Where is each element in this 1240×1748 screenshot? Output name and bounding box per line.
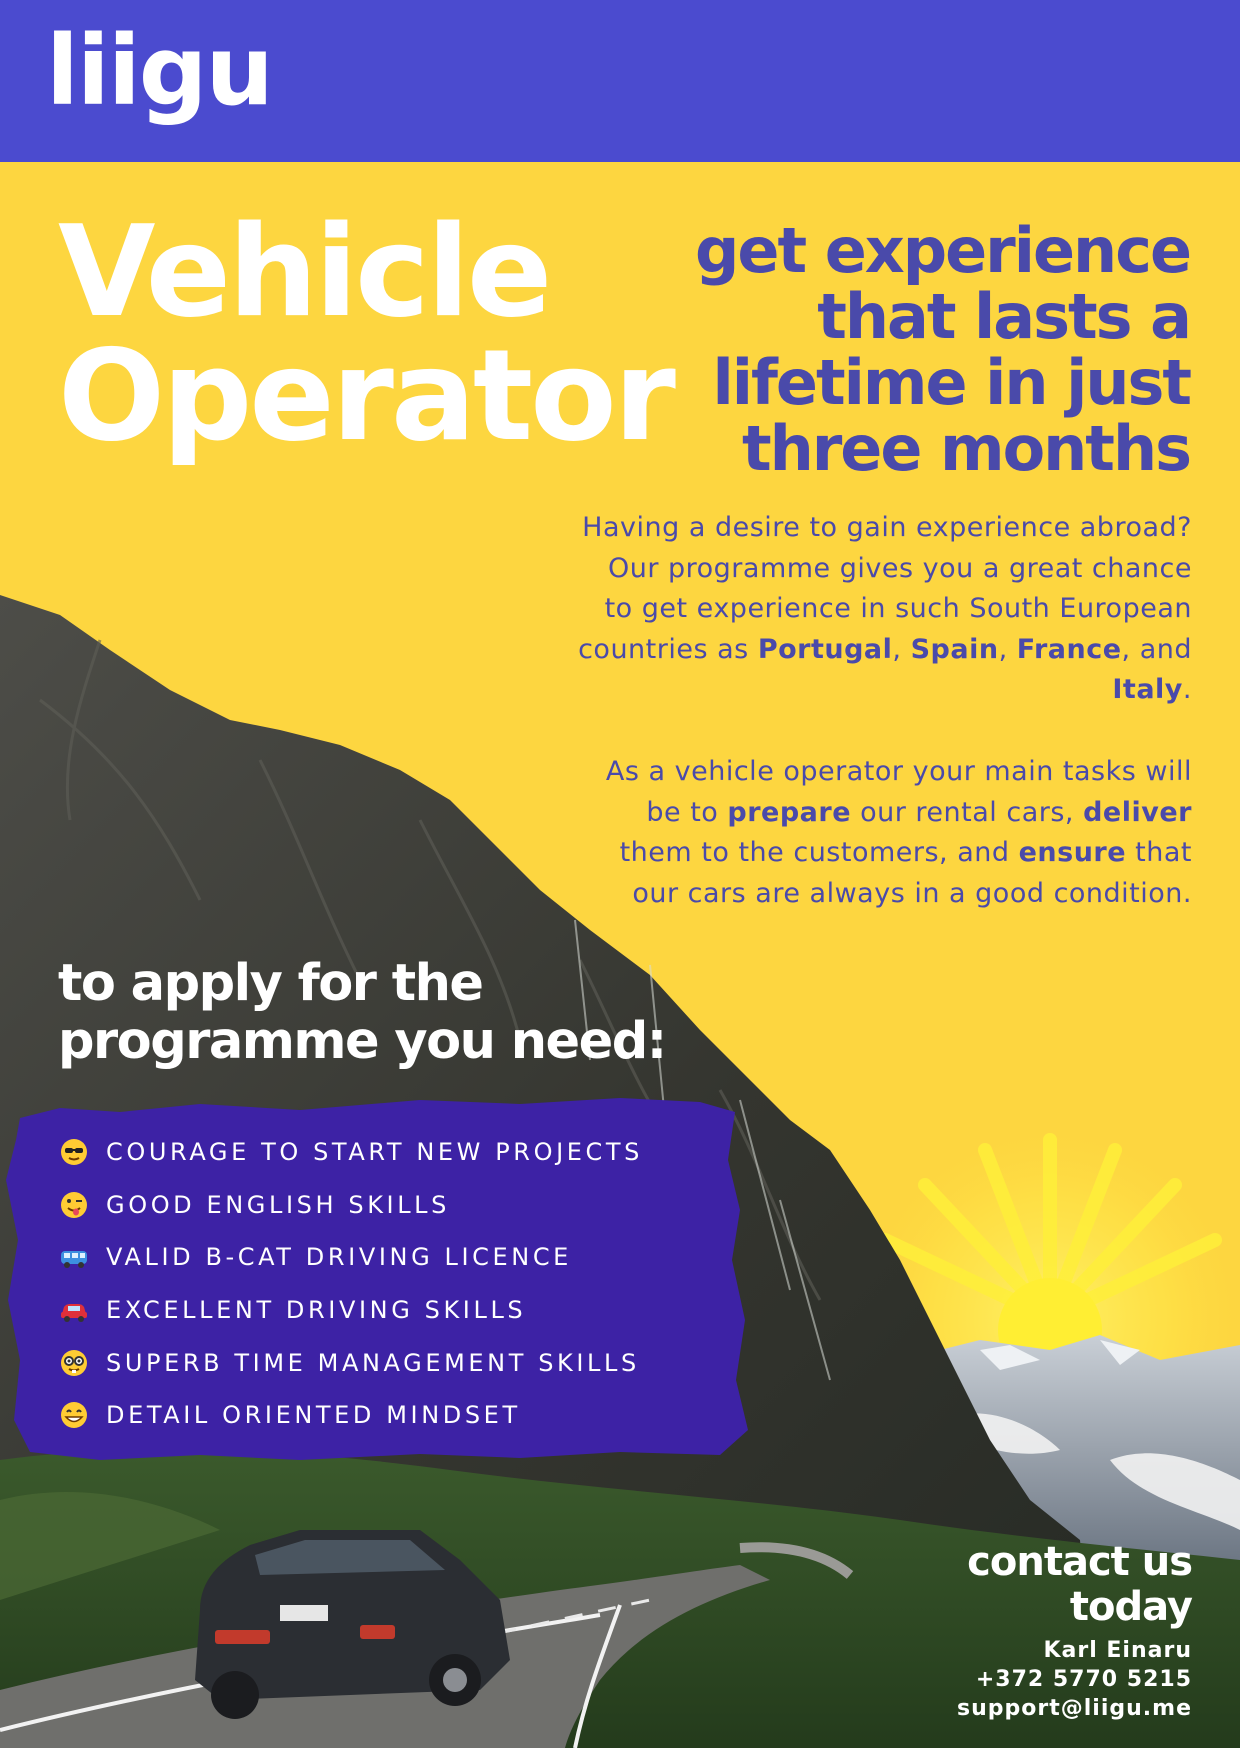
tagline-line-1: get experience	[695, 214, 1190, 287]
contact-phone[interactable]: +372 5770 5215	[975, 1667, 1192, 1692]
country-italy: Italy	[1112, 674, 1183, 705]
minibus-icon	[58, 1241, 90, 1273]
tagline-line-2: that lasts a	[817, 280, 1190, 353]
title-line-1: Vehicle	[58, 198, 550, 345]
list-item: EXCELLENT DRIVING SKILLS	[58, 1284, 643, 1337]
requirements-list	[58, 1126, 643, 1442]
grinning-face-icon	[58, 1399, 90, 1431]
liigu-logo: liigu	[46, 15, 272, 127]
intro-paragraph: Having a desire to gain experience abroad? Our programme gives you a great chance to get experience in such South European countries as Portugal, Spain, France, and Italy.	[578, 512, 1192, 705]
sunglasses-face-icon	[58, 1136, 90, 1168]
contact-heading: contact us today	[967, 1539, 1192, 1630]
tagline-line-3: lifetime in just	[712, 346, 1190, 419]
contact-email[interactable]: support@liigu.me	[957, 1696, 1192, 1721]
task-ensure: ensure	[1018, 837, 1127, 868]
list-item: GOOD ENGLISH SKILLS	[58, 1179, 643, 1232]
tasks-paragraph: As a vehicle operator your main tasks will be to prepare our rental cars, deliver them to the customers, and ensure that our cars are always in a good condition.	[605, 756, 1192, 909]
title-line-2: Operator	[58, 322, 673, 469]
requirements-heading: to apply for the programme you need:	[58, 954, 666, 1071]
list-item: SUPERB TIME MANAGEMENT SKILLS	[58, 1336, 643, 1389]
nerd-face-icon	[58, 1347, 90, 1379]
country-spain: Spain	[910, 633, 999, 665]
winking-tongue-face-icon	[58, 1189, 90, 1221]
header-bar	[0, 0, 1240, 162]
contact-name: Karl Einaru	[1043, 1638, 1192, 1663]
list-item: VALID B-CAT DRIVING LICENCE	[58, 1231, 643, 1284]
contact-block	[772, 1540, 1192, 1723]
tagline	[570, 214, 1190, 485]
country-france: France	[1016, 633, 1122, 665]
list-item: DETAIL ORIENTED MINDSET	[58, 1389, 643, 1442]
list-item: COURAGE TO START NEW PROJECTS	[58, 1126, 643, 1179]
task-prepare: prepare	[727, 796, 852, 828]
country-portugal: Portugal	[757, 633, 893, 665]
task-deliver: deliver	[1083, 796, 1192, 828]
tagline-line-4: three months	[741, 412, 1190, 485]
red-car-icon	[58, 1294, 90, 1326]
